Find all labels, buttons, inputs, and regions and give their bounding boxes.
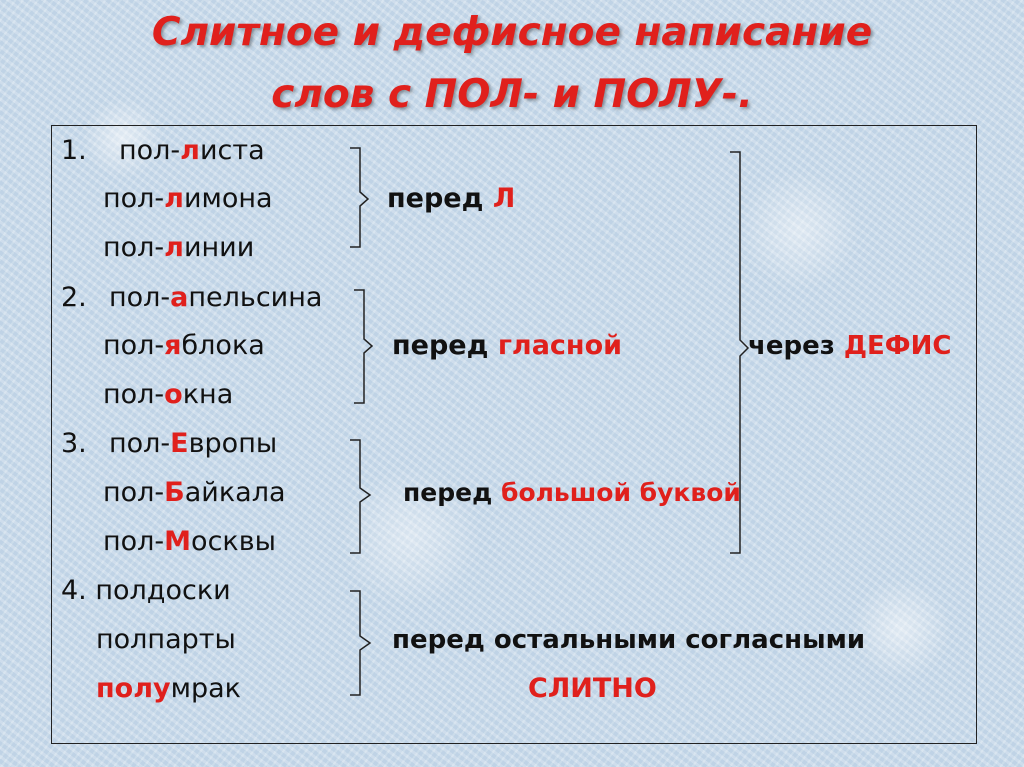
word-highlight: Е [170,428,189,459]
word-highlight: л [164,232,184,263]
group-4-number: 4. [61,575,87,606]
word-prefix: пол- [103,330,165,361]
summary-highlight: ДЕФИС [843,331,952,361]
group-3-number: 3. [61,428,87,459]
word-prefix: пол- [103,477,165,508]
page-title-line-1: Слитное и дефисное написание [151,10,873,55]
word-rest: мрак [170,673,241,704]
word-prefix: пол- [103,379,165,410]
word-rest: айкала [184,477,286,508]
word-highlight: о [164,379,183,410]
word-highlight: М [164,526,192,557]
word-highlight: л [164,183,184,214]
group-2-number: 2. [61,282,87,313]
brace-group-2 [354,290,372,403]
group-4-rule: перед остальными согласными [392,625,866,655]
page-title-line-2: слов с ПОЛ- и ПОЛУ-. [271,72,753,117]
brace-group-3 [350,440,370,553]
word-rest: иста [199,135,265,166]
word-rest: кна [182,379,234,410]
word-prefix: пол- [103,526,165,557]
word-rest: блока [181,330,265,361]
word-highlight: я [164,330,182,361]
word-rest: имона [183,183,273,214]
summary-text: через [748,331,844,361]
word-highlight: а [170,282,189,313]
word-highlight: Б [164,477,185,508]
word-prefix: пол- [119,135,181,166]
word-rest: полпарты [96,624,236,655]
brace-group-4 [350,591,370,695]
word-prefix: пол- [109,282,171,313]
word-highlight: л [180,135,200,166]
rule-highlight: большой буквой [500,478,741,507]
brace-group-1 [350,148,368,247]
word-prefix: пол- [109,428,171,459]
rule-text: перед [403,478,501,507]
word-rest: вропы [188,428,278,459]
group-1-number: 1. [61,135,87,166]
word-highlight: полу [96,673,171,704]
rule-highlight: Л [492,183,516,214]
word-rest: осквы [191,526,276,557]
word-rest: полдоски [95,575,231,606]
word-rest: пельсина [188,282,323,313]
rule-text: перед [392,330,498,361]
word-rest: инии [183,232,255,263]
word-prefix: пол- [103,183,165,214]
brace-summary [730,152,748,553]
word-prefix: пол- [103,232,165,263]
group-4-rule-highlight: СЛИТНО [528,673,657,704]
rule-text: перед [387,183,493,214]
rule-highlight: гласной [497,330,623,361]
